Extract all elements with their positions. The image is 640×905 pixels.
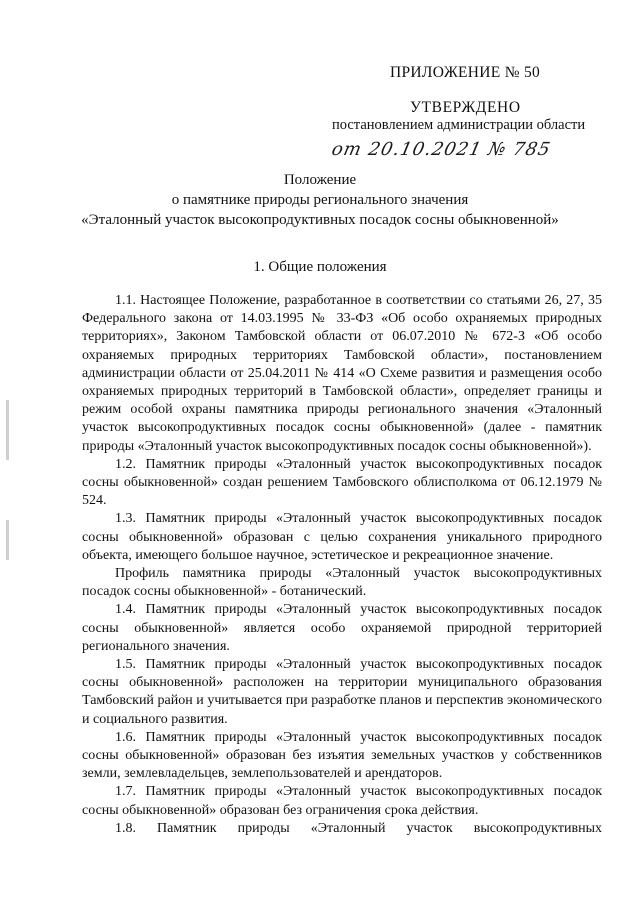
paragraph-1-7: 1.7. Памятник природы «Эталонный участок высокопродуктивных посадок сосны обыкновенной» образован без ограничения срока действия. [82, 784, 602, 818]
paragraph-1-1: 1.1. Настоящее Положение, разработанное в соответствии со статьями 26, 27, 35 Федерального закона от 14.03.1995 № 33-ФЗ «Об особо охраняемых природных территориях», Законом Тамбовской области от 06.07.2010 № 672-З «Об особо охраняемых природных территориях Тамбовской области», постановлением администрации области от 25.04.2011 № 414 «О Схеме развития и размещения особо охраняемых природных территорий в Тамбовской области», определяет границы и режим особой охраны памятника природы регионального значения «Эталонный участок высокопродуктивных посадок сосны обыкновенной» (далее - памятник природы «Эталонный участок высокопродуктивных посадок сосны обыкновенной»). [82, 293, 602, 454]
document-body [82, 292, 602, 838]
approval-authority: постановлением администрации области [332, 117, 586, 133]
scan-margin-mark [6, 520, 9, 560]
handwritten-date-number: от 20.10.2021 № 785 [329, 139, 553, 160]
title-line-3: «Эталонный участок высокопродуктивных посадок сосны обыкновенной» [81, 212, 559, 228]
paragraph-1-8: 1.8. Памятник природы «Эталонный участок высокопродуктивных [115, 820, 602, 836]
paragraph-1-2: 1.2. Памятник природы «Эталонный участок высокопродуктивных посадок сосны обыкновенной» создан решением Тамбовского облисполкома от 06.12.1979 № 524. [82, 456, 602, 509]
scan-margin-mark [6, 400, 9, 460]
paragraph-1-3: 1.3. Памятник природы «Эталонный участок высокопродуктивных посадок сосны обыкновенной» образован с целью сохранения уникального природного объекта, имеющего большое научное, эстетическое и рекреационное значение. [82, 511, 602, 563]
document-title [0, 170, 640, 230]
paragraph-1-5: 1.5. Памятник природы «Эталонный участок высокопродуктивных посадок сосны обыкновенной» расположен на территории муниципального образования Тамбовский район и учитывается при разработке планов и перспектив экономического и социального развития. [82, 657, 602, 727]
approval-stamp-heading: УТВЕРЖДЕНО [410, 99, 521, 116]
paragraph-1-6: 1.6. Памятник природы «Эталонный участок высокопродуктивных посадок сосны обыкновенной» образован без изъятия земельных участков у собственников земли, землевладельцев, землепользователей и арендаторов. [82, 729, 602, 782]
title-line-2: о памятнике природы регионального значения [171, 192, 469, 208]
section-heading: 1. Общие положения [253, 259, 387, 275]
paragraph-1-4: 1.4. Памятник природы «Эталонный участок высокопродуктивных посадок сосны обыкновенной» является особо охраняемой природной территорией регионального значения. [82, 602, 602, 654]
title-line-1: Положение [283, 172, 357, 188]
appendix-number: ПРИЛОЖЕНИЕ № 50 [390, 64, 541, 81]
paragraph-profile: Профиль памятника природы «Эталонный участок высокопродуктивных посадок сосны обыкновенной» - ботанический. [82, 566, 602, 600]
